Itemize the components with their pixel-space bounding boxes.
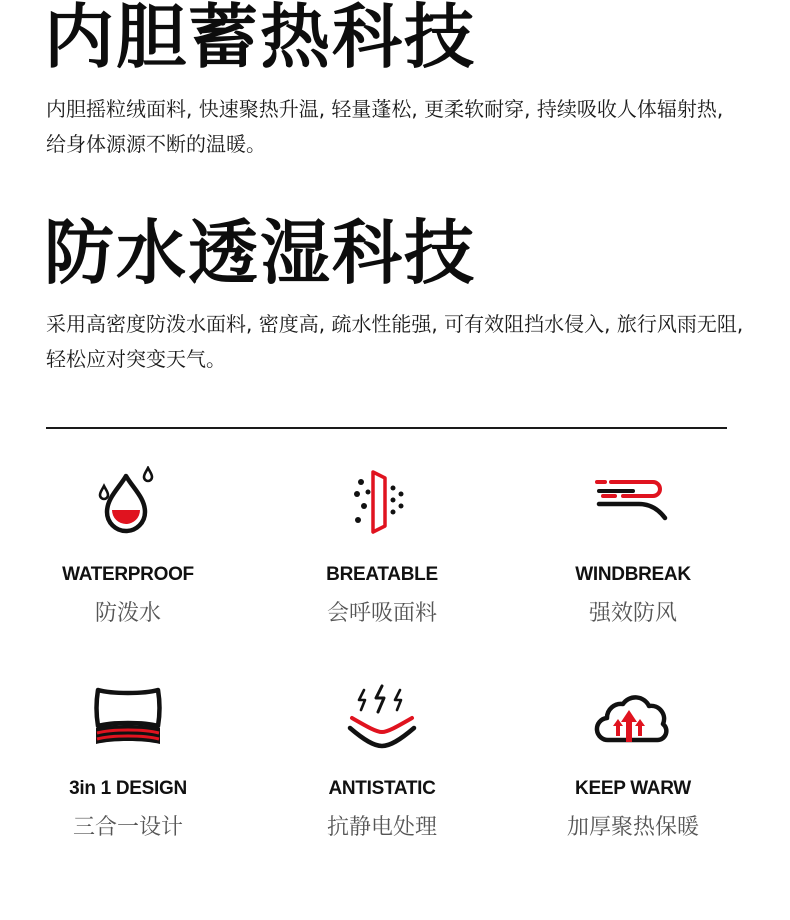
- feature-3in1-design: [13, 684, 243, 841]
- warm-cloud-icon: [593, 684, 673, 750]
- feature-antistatic: [267, 684, 497, 841]
- feature-breathable: [267, 466, 497, 627]
- waterproof-tech-heading: 防水透湿科技: [44, 212, 476, 294]
- feature-keep-warm: [518, 684, 748, 841]
- feature-subtitle: 抗静电处理: [326, 815, 437, 840]
- feature-subtitle: 三合一设计: [72, 815, 183, 840]
- section-divider: [46, 427, 727, 429]
- feature-title: 3in 1 DESIGN: [69, 778, 187, 799]
- water-drop-icon: [93, 466, 163, 536]
- feature-windbreak: [518, 466, 748, 627]
- waterproof-tech-description: 采用高密度防泼水面料, 密度高, 疏水性能强, 可有效阻挡水侵入, 旅行风雨无阻, 轻松应对突变天气。: [46, 312, 744, 371]
- feature-waterproof: [13, 466, 243, 627]
- wind-icon: [593, 466, 673, 536]
- layered-design-icon: [88, 684, 168, 750]
- feature-subtitle: 防泼水: [94, 601, 161, 626]
- feature-title: WINDBREAK: [575, 564, 691, 585]
- warmth-tech-heading: 内胆蓄热科技: [44, 0, 476, 78]
- feature-title: KEEP WARW: [575, 778, 691, 799]
- feature-subtitle: 加厚聚热保暖: [566, 815, 699, 840]
- warmth-tech-description: 内胆摇粒绒面料, 快速聚热升温, 轻量蓬松, 更柔软耐穿, 持续吸收人体辐射热, 给身体源源不断的温暖。: [46, 97, 724, 156]
- antistatic-icon: [342, 684, 422, 750]
- feature-title: ANTISTATIC: [328, 778, 436, 799]
- feature-title: BREATABLE: [326, 564, 438, 585]
- feature-subtitle: 会呼吸面料: [326, 601, 437, 626]
- feature-title: WATERPROOF: [62, 564, 194, 585]
- feature-subtitle: 强效防风: [588, 601, 677, 626]
- breathable-fabric-icon: [347, 466, 417, 536]
